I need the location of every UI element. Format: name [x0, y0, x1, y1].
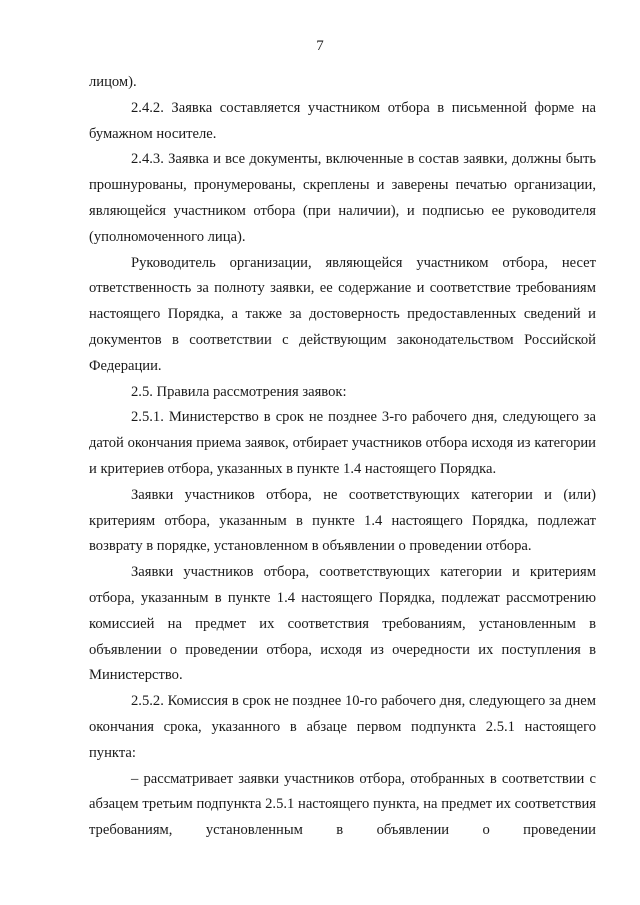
paragraph-2-4-2: 2.4.2. Заявка составляется участником отбора в письменной форме на бумажном носителе. — [89, 99, 596, 142]
paragraph-2-5-heading: 2.5. Правила рассмотрения заявок: — [131, 383, 347, 400]
paragraph-head-responsibility: Руководитель организации, являющейся участником отбора, несет ответственность за полноту заявки, ее содержание и соответствие требованиям настоящего Порядка, а также за достоверность предоставленных сведений и документов в соответствии с действующим законодательством Российской Федерации. — [89, 254, 596, 374]
paragraph-continuation: лицом). — [89, 74, 137, 90]
paragraph-dash-item: – рассматривает заявки участников отбора, отобранных в соответствии с абзацем третьим подпункта 2.5.1 настоящего пункта, на предмет их соответствия требованиям, установленным в объявлении о проведении — [89, 770, 596, 839]
paragraph-2-4-3: 2.4.3. Заявка и все документы, включенные в состав заявки, должны быть прошнурованы, пронумерованы, скреплены и заверены печатью организации, являющейся участником отбора (при наличии), и подписью ее руководителя (уполномоченного лица). — [89, 151, 596, 245]
document-body — [89, 70, 596, 844]
paragraph-return-of-applications: Заявки участников отбора, не соответствующих категории и (или) критериям отбора, указанным в пункте 1.4 настоящего Порядка, подлежат возврату в порядке, установленном в объявлении о проведении отбора. — [89, 486, 596, 555]
paragraph-2-5-1: 2.5.1. Министерство в срок не позднее 3-го рабочего дня, следующего за датой окончания приема заявок, отбирает участников отбора исходя из категории и критериев отбора, указанных в пункте 1.4 настоящего Порядка. — [89, 409, 596, 477]
page-number: 7 — [316, 38, 324, 54]
paragraph-2-5-2: 2.5.2. Комиссия в срок не позднее 10-го рабочего дня, следующего за днем окончания срока, указанного в абзаце первом подпункта 2.5.1 настоящего пункта: — [89, 693, 596, 761]
paragraph-review-by-commission: Заявки участников отбора, соответствующих категории и критериям отбора, указанным в пункте 1.4 настоящего Порядка, подлежат рассмотрению комиссией на предмет их соответствия требованиям, установленным в объявлении о проведении отбора, исходя из очередности их поступления в Министерство. — [89, 564, 596, 684]
